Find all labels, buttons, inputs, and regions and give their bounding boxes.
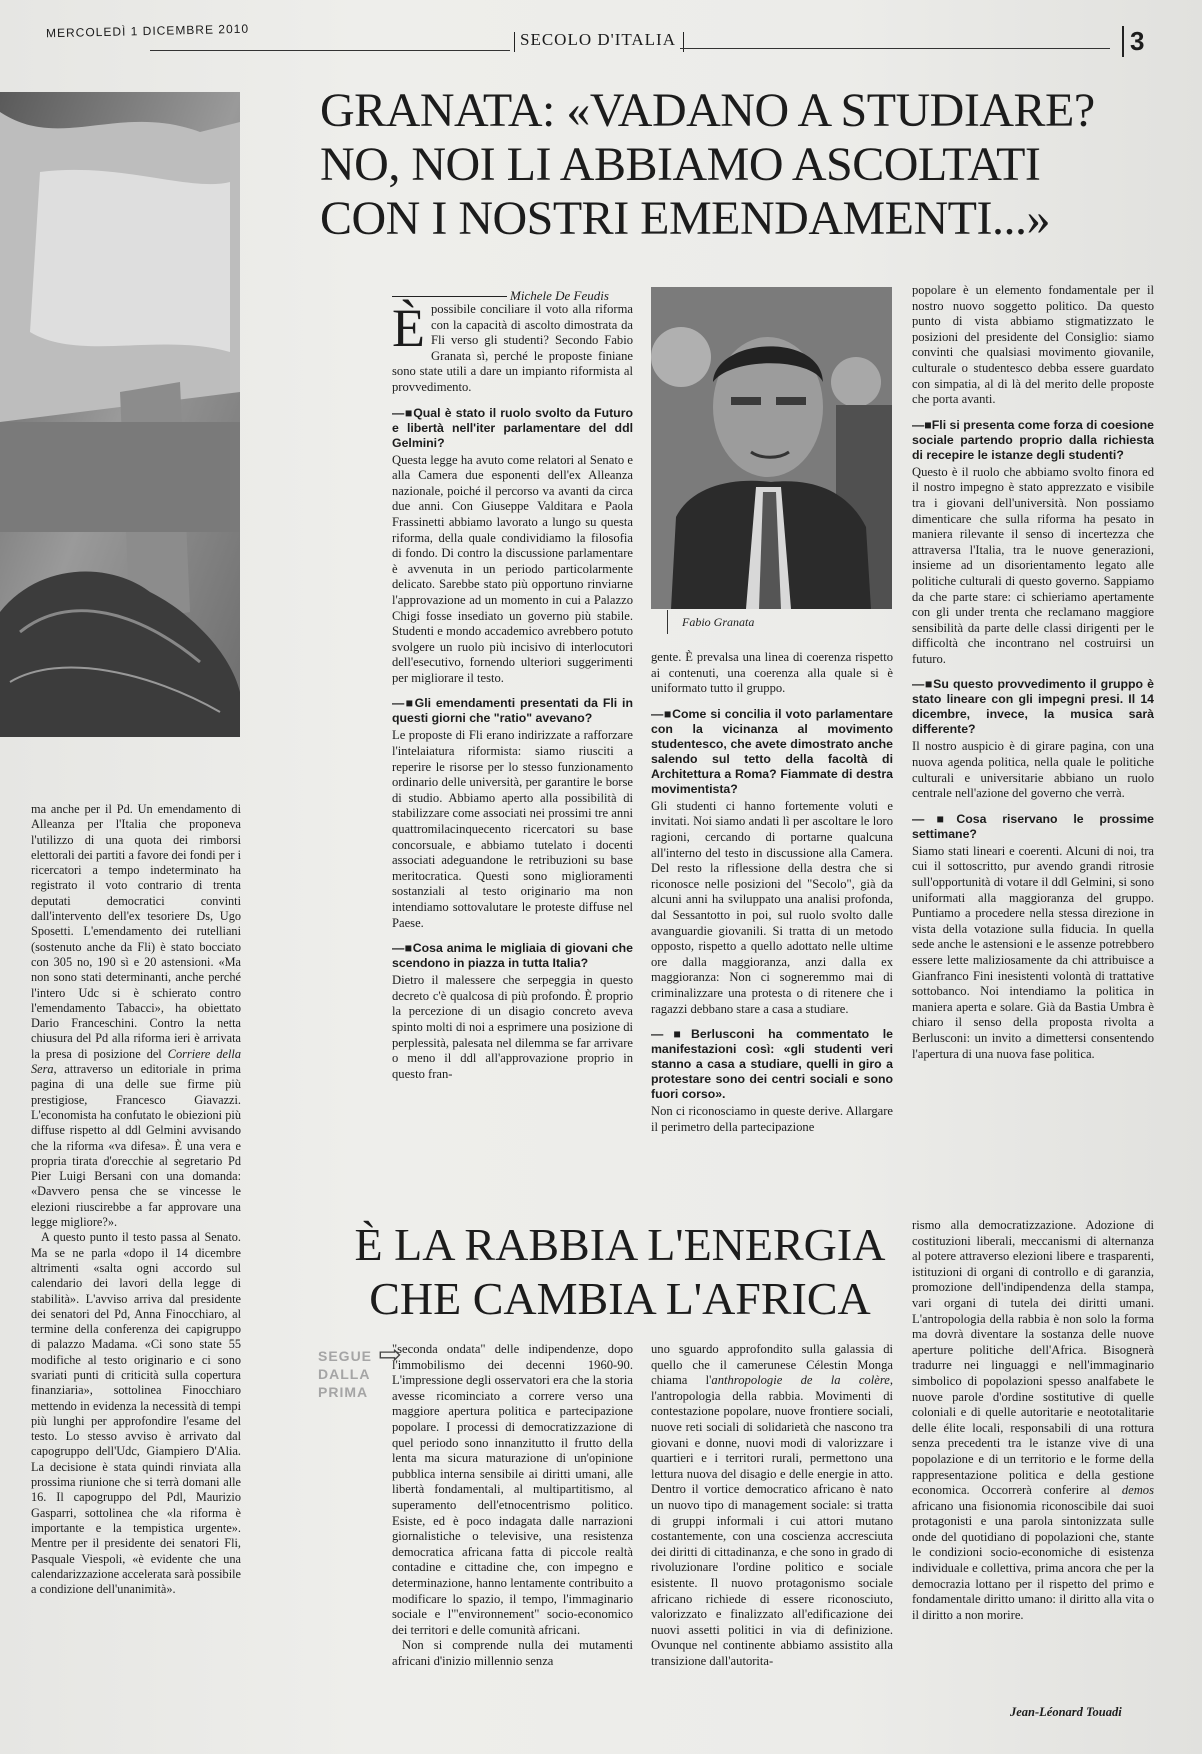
interview-answer: Il nostro auspicio è di girare pagina, con una nuova agenda politica, nella quale le politiche culturali e universitarie abbiano un ruolo centrale nell'azione del governo che verrà.: [912, 739, 1154, 801]
masthead: SECOLO D'ITALIA: [520, 30, 676, 49]
left-continuation-column: [31, 802, 241, 1597]
article2-paragraph: Non si comprende nulla dei mutamenti africani d'inizio millennio senza: [392, 1638, 633, 1668]
interview-answer: Le proposte di Fli erano indirizzate a rafforzare l'intelaiatura riformista: siamo riusciti a reperire le risorse per lo stesso funzionamento ordinario delle università, per garantire le borse di studio. Abbiamo aperto alla possibilità di stabilizzare come associati nei prossimi tre anni quattromilacinquecento ricercatori su base concorsuale, e abbiamo tutelato i docenti associati adeguandone le retribuzioni su base meritocratica. Questi sono miglioramenti sostanziali al testo originario ma non intendiamo sottovalutare le proteste diffuse nel Paese.: [392, 728, 633, 930]
article1-column-1: [392, 298, 633, 1082]
interview-question: —■ Come si concilia il voto parlamentare con la vicinanza al movimento studentesco, che avete dimostrato anche salendo sul tetto della facoltà di Architettura a Roma? Fiammate di destra movimentista?: [651, 707, 893, 797]
interview-answer: Dietro il malessere che serpeggia in questo decreto c'è qualcosa di più profondo. È proprio la percezione di un disagio concreto aveva spinto molti di noi a esprimere una posizione di perplessità, palesata nel dilemma se far arrivare o meno il ddl all'approvazione proprio in questo fran-: [392, 973, 633, 1081]
header-rule: [680, 48, 1110, 49]
portrait-photo: [651, 287, 892, 609]
second-headline: È LA RABBIA L'ENERGIA CHE CAMBIA L'AFRICA: [354, 1219, 886, 1324]
interview-answer: popolare è un elemento fondamentale per il nostro nuovo soggetto politico. Da questo punto di vista abbiamo stigmatizzato le posizioni del presidente del Consiglio: siamo convinti che qualsiasi movimento giovanile, culturale o studentesco debba essere guardato con simpatia, al di là del merito delle proposte che porta avanti.: [912, 283, 1154, 407]
interview-answer: Questo è il ruolo che abbiamo svolto finora ed il nostro impegno è stato apprezzato e visibile tra i giovani dell'università. Non possiamo dimenticare che sulla riforma ha pesato in maniera rilevante il senso di incertezza che attraversa l'Italia, tra le nuove generazioni, insieme ad un disorientamento legato alle politiche culturali di questo governo. Sappiamo da che parte stare: ci schieriamo apertamente con gli under trenta che reclamano maggiore sensibilità da parte delle classi dirigenti per le difficoltà che incontrano nel costruirsi un futuro.: [912, 464, 1154, 666]
main-headline: GRANATA: «VADANO A STUDIARE? NO, NOI LI ABBIAMO ASCOLTATI CON I NOSTRI EMENDAMENTI...»: [320, 84, 1095, 245]
interview-question: —■ Gli emendamenti presentati da Fli in questi giorni che "ratio" avevano?: [392, 696, 633, 726]
drop-cap: È: [392, 298, 425, 358]
interview-question: —■ Cosa riservano le prossime settimane?: [912, 812, 1154, 842]
interview-question: —■ Berlusconi ha commentato le manifestazioni così: «gli studenti veri stanno a casa a studiare, quelli in giro a protestare sono dei centri sociali e sono fuori corso».: [651, 1027, 893, 1102]
header-rule: [150, 50, 510, 51]
left-paragraph: A questo punto il testo passa al Senato. Ma se ne parla «dopo il 14 dicembre altrimenti «salta ogni accordo sul calendario dei lavori della legge di stabilità». L'avviso arriva dal presidente dei senatori del Pd, Anna Finocchiaro, al termine della conferenza dei capigruppo di palazzo Madama. «Ci sono state 55 modifiche al testo originario e ci sono svariati punti di criticità sulla copertura finanziaria», sottolinea Finocchiaro mettendo in evidenza la necessità di tempi più lunghi per approfondire l'esame del testo. Lo stesso avviso è arrivato dal capogruppo dell'Udc, Giampiero D'Alia. La decisione è stata quindi rinviata alla prossima riunione che si terrà domani alle 16. Il capogruppo del Pdl, Maurizio Gasparri, sottolinea che «la riforma è importante e la tempistica urgente». Mentre per il presidente dei senatori Fli, Pasquale Viespoli, «è evidente che una calendarizzazione accelerata sarà possibile a condizione dell'unanimità».: [31, 1230, 241, 1597]
article1-column-3: [912, 283, 1154, 1062]
article2-column-2: [651, 1342, 893, 1669]
article2-column-3: [912, 1218, 1154, 1623]
interview-question: —■ Su questo provvedimento il gruppo è stato lineare con gli impegni presi. Il 14 dicembre, invece, la musica sarà differente?: [912, 677, 1154, 737]
byline: Michele De Feudis: [510, 288, 609, 303]
photo-caption: Fabio Granata: [682, 615, 755, 629]
interview-answer: Questa legge ha avuto come relatori al Senato e alla Camera due esponenti dell'ex Alleanza nazionale, poiché il percorso va avanti da circa due anni. Con Giuseppe Valditara e Paola Frassinetti abbiamo lavorato a lungo su questa riforma, della quale condividiamo la filosofia di fondo. Di contro la discussione parlamentare è avvenuta in un periodo particolarmente delicato. Sarebbe stato più opportuno rinviarne l'approvazione ad un momento in cui a Palazzo Chigi fosse insediato un governo più stabile. Studenti e mondo accademico avrebbero potuto svolgere un ruolo più incisivo di interlocutori dell'esecutivo, fornendo ulteriori suggerimenti per migliorare il testo.: [392, 452, 633, 685]
segue-dalla-prima-label: SEGUE DALLA PRIMA: [318, 1348, 373, 1400]
issue-date: MERCOLEDÌ 1 DICEMBRE 2010: [45, 21, 250, 41]
arrow-right-icon: ⇨: [378, 1340, 402, 1371]
interview-answer: Gli studenti ci hanno fortemente voluti e invitati. Noi siamo andati lì per ascoltare le loro ragioni, cercando di portarne qualcuna all'interno del testo in discussione alla Camera. Del resto la riflessione della destra che si riconosce nelle posizioni del "Secolo", già da alcuni anni ha sviluppato una analisi profonda, dal Sessantotto in poi, sul ruolo svolto dalle avanguardie giovanili. Si tratta di un metodo opposto, rispetto a quello adottato nelle ultime ore dalla maggioranza, anzi dalla ex maggioranza: Non ci sogneremmo mai di criminalizzare una protesta o di ritenere che i ragazzi debbano stare a casa a studiare.: [651, 798, 893, 1016]
article2-paragraph: "seconda ondata" delle indipendenze, dopo l'immobilismo dei decenni 1960-90. L'impressione degli osservatori era che la storia avesse ricominciato a correre verso una maggiore apertura politica e partecipazione popolare. I processi di democratizzazione di quel periodo sono innanzitutto il frutto della lenta ma sicura maturazione di un'opinione pubblica interna sensibile ai diritti umani, alle libertà fondamentali, al multipartitismo, al superamento dell'etnocentrismo politico. Esiste, ed è poco indagata dalle narrazioni giornalistiche o televisive, una resistenza democratica africana fatta di piccole realtà contadine e cittadine che, con impegno e determinazione, hanno lentamente contribuito a modificare lo spazio, il tempo, l'immaginario sociale e l'"environnement" socio-economico dei territori e delle comunità africani.: [392, 1342, 633, 1637]
article2-paragraph: rismo alla democratizzazione. Adozione di costituzioni liberali, meccanismi di alternanza al potere attraverso elezioni libere e trasparenti, istituzioni di organi di controllo e di garanzia, promozione dell'indipendenza della stampa, vari organi di tutela dei diritti umani. L'antropologia della rabbia è non solo la forma ma dovrà diventare la sostanza delle nuove aperture politiche dell'Africa. Bisognerà tradurre nei linguaggi e nell'immaginario simbolico di popolazioni spesso analfabete le nuove parole d'ordine sostitutive di quelle coloniali e di quelle autoritarie e neototalitarie delle élite locali, responsabili di una rottura senza precedenti tra le istanze vive di una popolazione e di un territorio e le forme della rappresentazione politica e della gestione economica. Occorrerà conferire al demos africano una fisionomia riconoscibile dai suoi protagonisti e una parola sintonizzata sulle onde del quotidiano di popolazioni che, stante le condizioni socio-economiche di esistenza individuale e collettiva, prima ancora che per la democrazia lottano per il rispetto del primo e fondamentale diritto umano: il diritto alla vita o il diritto a non morire.: [912, 1218, 1154, 1622]
page-number: 3: [1122, 26, 1144, 57]
interview-question: —■ Fli si presenta come forza di coesione sociale partendo proprio dalla richiesta di recepire le istanze degli studenti?: [912, 418, 1154, 463]
caption-rule: [667, 610, 668, 634]
interview-answer: gente. È prevalsa una linea di coerenza rispetto ai contenuti, una coerenza alla quale si è uniformato tutto il gruppo.: [651, 650, 893, 696]
interview-answer: Non ci riconosciamo in queste derive. Allargare il perimetro della partecipazione: [651, 1104, 893, 1134]
author-signature: Jean-Léonard Touadi: [1010, 1705, 1122, 1719]
interview-question: —■ Cosa anima le migliaia di giovani che scendono in piazza in tutta Italia?: [392, 941, 633, 971]
intro-paragraph: possibile conciliare il voto alla riforma con la capacità di ascolto dimostrata da Fli verso gli studenti? Secondo Fabio Granata sì, perché le proposte finiane sono state utili a dare un impianto riformista al provvedimento.: [392, 302, 633, 394]
interview-answer: Siamo stati lineari e coerenti. Alcuni di noi, tra cui il sottoscritto, pur avendo grandi ritrosie sull'opportunità di votare il ddl Gelmini, si sono uniformati alla maggioranza del gruppo. Puntiamo a procedere nella stessa direzione in vista della votazione sulla fiducia. In quella sede anche le astensioni e le assenze potrebbero essere lette maliziosamente da chi attribuisce a Gianfranco Fini inesistenti volontà di trattative sottobanco. Noi intendiamo la politica in maniera aperta e solare. Già da Bastia Umbra è chiaro il senso della proposta rivolta a Berlusconi: un invito a dimettersi consentendo l'apertura di una nuova fase politica.: [912, 843, 1154, 1061]
article1-column-2: [651, 650, 893, 1135]
interview-question: —■ Qual è stato il ruolo svolto da Futuro e libertà nell'iter parlamentare del ddl Gelmini?: [392, 406, 633, 451]
left-paragraph: ma anche per il Pd. Un emendamento di Alleanza per l'Italia che proponeva l'utilizzo di una quota dei rimborsi elettorali dei partiti a favore dei fondi per i ricercatori a tempo indeterminato ha registrato il voto contrario di trenta deputati democratici convinti dall'intervento dell'ex tesoriere Ds, Ugo Sposetti. L'emendamento dei rutelliani (sostenuto anche da Fli) è stato bocciato con 305 no, 190 sì e 20 astensioni. «Ma non sono stati determinanti, anche perché l'intero Udc si è schierato contro l'emendamento Tabacci», ha obiettato Dario Franceschini. Contro la netta chiusura del Pd alla riforma ieri è arrivata la presa di posizione del Corriere della Sera, attraverso un editoriale in prima pagina di una delle sue firme più prestigiose, Francesco Giavazzi. L'economista ha confutato le obiezioni più diffuse rispetto al ddl Gelmini avvisando che la riforma «va difesa». È una vera e propria tirata d'orecchie al segretario Pd Pier Luigi Bersani con una domanda: «Davvero pensa che se vincesse le elezioni riuscirebbe a far approvare una legge migliore?».: [31, 802, 241, 1230]
shoe-photo: [0, 92, 240, 737]
article2-column-1: [392, 1342, 633, 1669]
article2-paragraph: uno sguardo approfondito sulla galassia di quello che il camerunese Célestin Monga chiama l'anthropologie de la colère, l'antropologia della rabbia. Movimenti di contestazione popolare, nuove frontiere sociali, nuove reti sociali di solidarietà che nascono tra giovani e donne, nuovi modi di valorizzare i quartieri e i territori rurali, permettono una lettura nuova del disagio e delle energie in atto. Dentro il vortice democratico africano è nato un nuovo tipo di management sociale: si tratta di gruppi informali i cui attori mutano costantemente, con una coscienza accresciuta dei diritti di cittadinanza, e che sono in grado di rivoluzionare l'ordine politico e sociale esistente. Il nuovo protagonismo sociale africano richiede di essere riconosciuto, valorizzato e finalizzato all'edificazione dei nuovi assetti politici in via di definizione. Ovunque nel continente abbiamo assistito alla transizione dall'autorita-: [651, 1342, 893, 1668]
byline-rule: [392, 296, 507, 297]
